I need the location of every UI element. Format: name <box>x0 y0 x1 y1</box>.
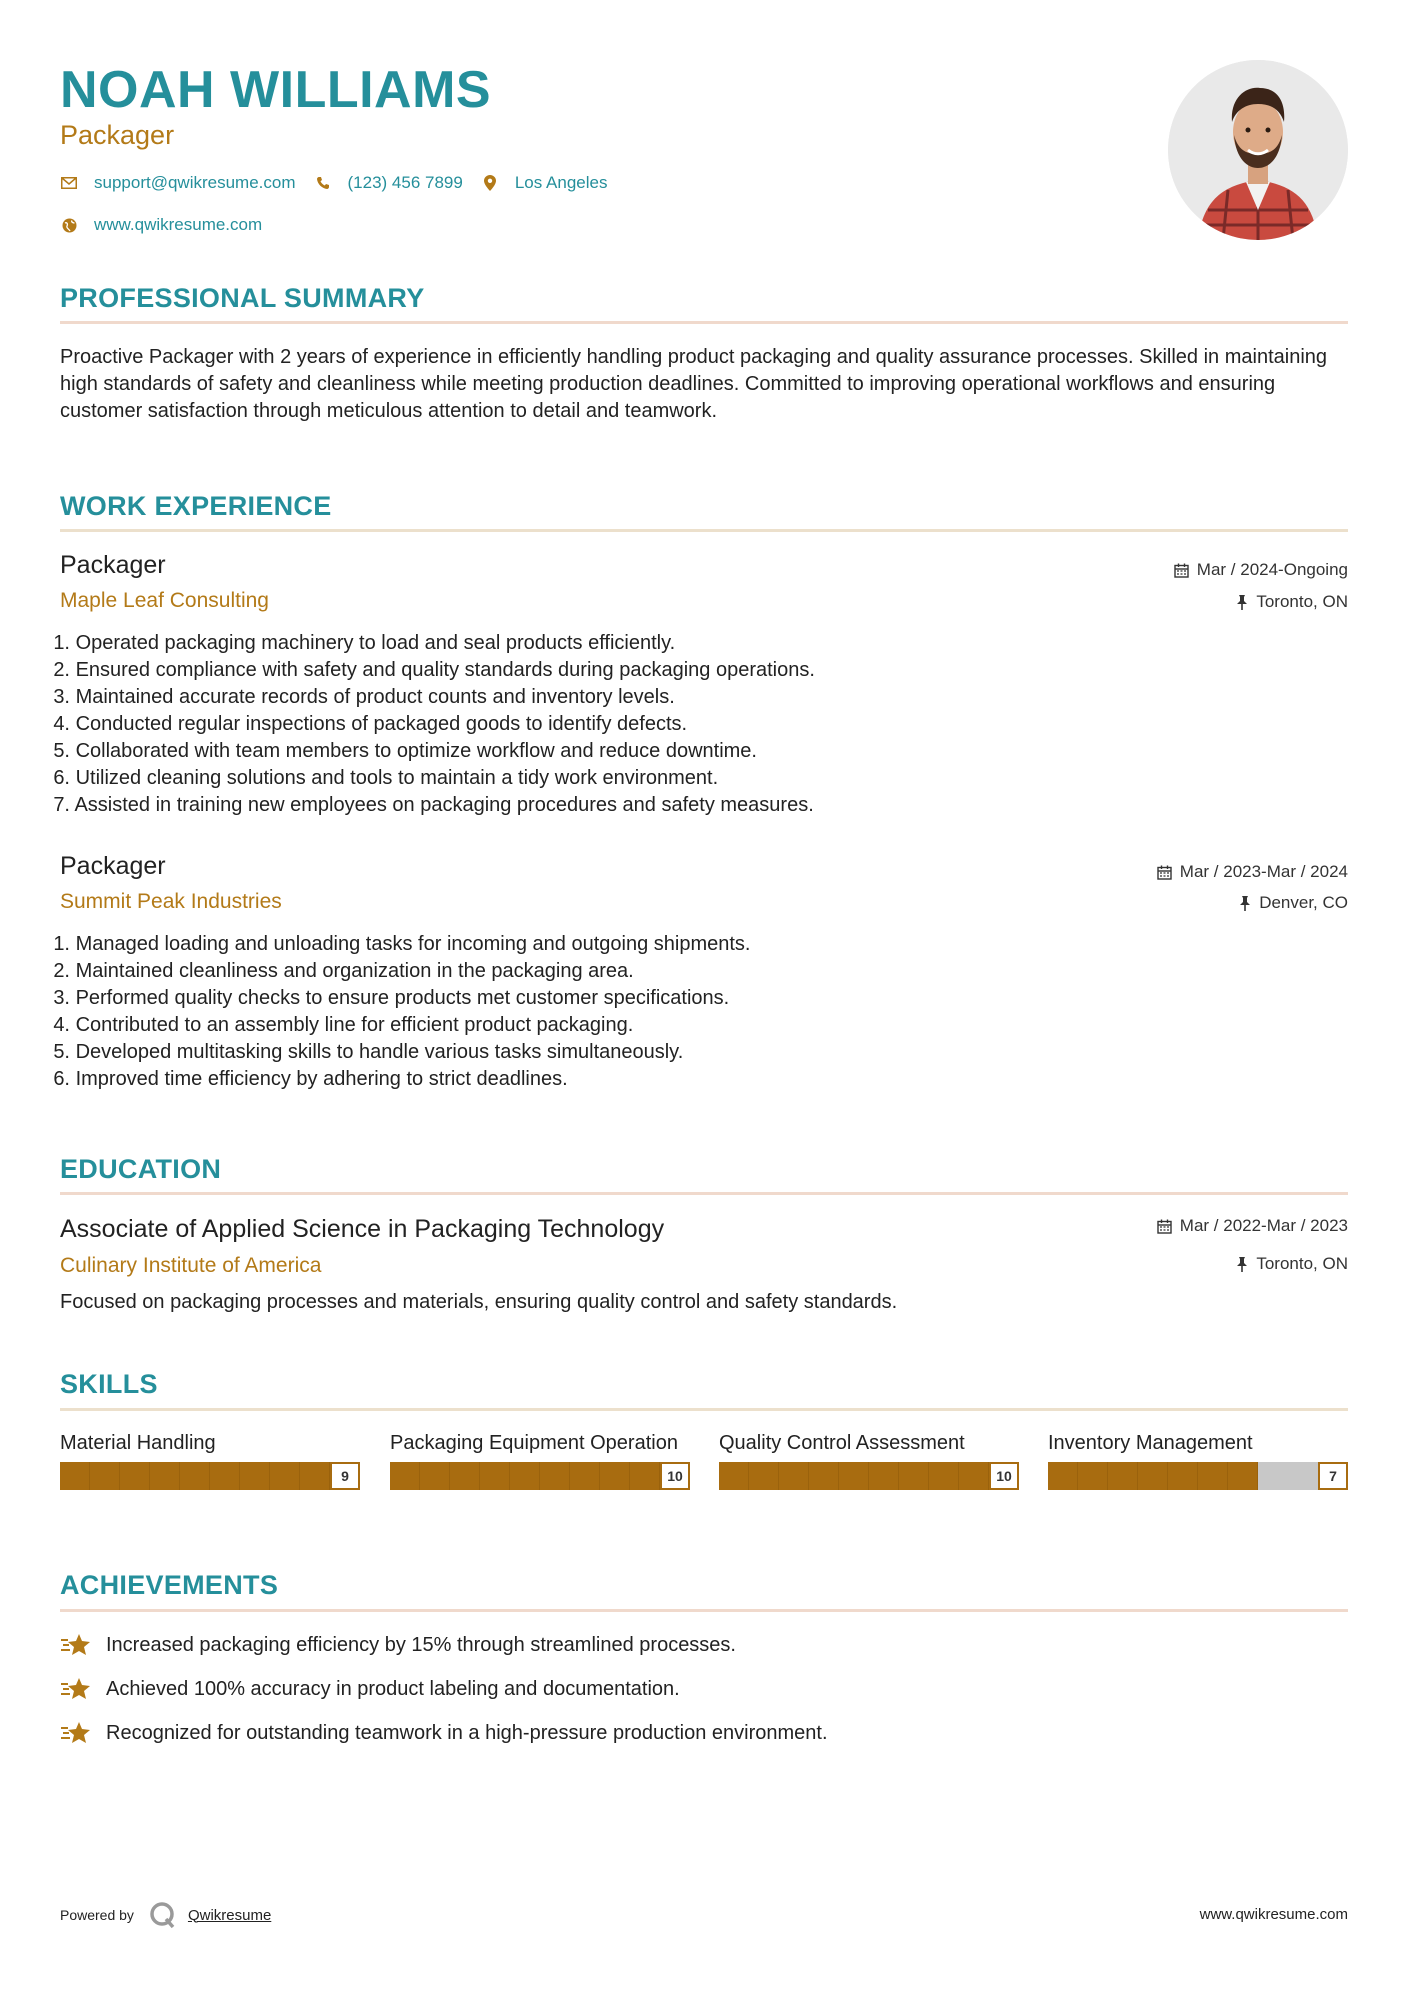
achievement-text: Achieved 100% accuracy in product labeling and documentation. <box>106 1677 680 1700</box>
skill-level-badge: 9 <box>330 1462 360 1490</box>
skill-bar-segment <box>480 1462 510 1490</box>
skill-level-badge: 10 <box>989 1462 1019 1490</box>
skill-bar-segment <box>869 1462 899 1490</box>
calendar-icon <box>1157 1219 1172 1234</box>
skill-bar-segment <box>180 1462 210 1490</box>
skill-level-badge: 10 <box>660 1462 690 1490</box>
job-duties-list <box>53 630 815 819</box>
skill-level-badge: 7 <box>1318 1462 1348 1490</box>
education-date <box>1157 1216 1348 1236</box>
summary-divider <box>60 321 1348 324</box>
job-company: Maple Leaf Consulting <box>60 589 269 612</box>
job-date <box>1157 862 1348 882</box>
job-location-text: Toronto, ON <box>1256 592 1348 611</box>
envelope-icon <box>60 174 78 192</box>
skill-bar-segment <box>570 1462 600 1490</box>
list-item: 4. Conducted regular inspections of packaged goods to identify defects. <box>53 713 688 735</box>
achievement-text: Recognized for outstanding teamwork in a high-pressure production environment. <box>106 1721 828 1744</box>
achievement-text: Increased packaging efficiency by 15% through streamlined processes. <box>106 1633 736 1656</box>
footer-website[interactable]: www.qwikresume.com <box>1199 1906 1348 1923</box>
skill-bar-segment <box>899 1462 929 1490</box>
experience-heading: WORK EXPERIENCE <box>60 491 332 521</box>
list-item: 2. Maintained cleanliness and organization in the packaging area. <box>53 960 634 982</box>
summary-text: Proactive Packager with 2 years of experience in efficiently handling product packaging and quality assurance processes. Skilled in maintaining high standards of safety and cleanliness while meeting production deadlines. Committed to improving operational workflows and ensuring customer satisfaction through meticulous attention to detail and teamwork. <box>60 346 1328 422</box>
skill-bar <box>719 1462 1019 1490</box>
skill-bar-segment <box>719 1462 749 1490</box>
skill-quality-control <box>719 1430 1019 1490</box>
shooting-star-icon <box>60 1632 92 1658</box>
location-text: Los Angeles <box>514 173 608 192</box>
skill-bar-segment <box>240 1462 270 1490</box>
skill-bar-segment <box>749 1462 779 1490</box>
list-item: 6. Improved time efficiency by adhering to strict deadlines. <box>53 1068 568 1090</box>
email-link[interactable]: support@qwikresume.com <box>94 173 296 192</box>
education-divider <box>60 1192 1348 1195</box>
achievement-item <box>60 1632 736 1658</box>
phone-number[interactable]: (123) 456 7899 <box>347 173 463 192</box>
pushpin-icon <box>1236 1257 1248 1272</box>
skills-heading: SKILLS <box>60 1369 158 1399</box>
phone-icon <box>314 174 332 192</box>
skill-bar-segment <box>600 1462 630 1490</box>
calendar-icon <box>1157 865 1172 880</box>
shooting-star-icon <box>60 1676 92 1702</box>
list-item: 5. Developed multitasking skills to handle various tasks simultaneously. <box>53 1041 684 1063</box>
skill-bar-segment <box>1198 1462 1228 1490</box>
skill-bar-segment <box>120 1462 150 1490</box>
achievement-item <box>60 1676 680 1702</box>
map-pin-icon <box>481 174 499 192</box>
skill-inventory-management <box>1048 1430 1348 1490</box>
skill-bar-segment <box>60 1462 90 1490</box>
skill-label: Inventory Management <box>1048 1432 1253 1454</box>
job-location-text: Denver, CO <box>1259 893 1348 912</box>
skill-bar-segment <box>1078 1462 1108 1490</box>
skill-bar-segment <box>959 1462 989 1490</box>
skill-bar-segment <box>1138 1462 1168 1490</box>
education-location-text: Toronto, ON <box>1256 1254 1348 1273</box>
job-location <box>1236 592 1348 612</box>
skill-bar-segment <box>1228 1462 1258 1490</box>
school-name: Culinary Institute of America <box>60 1254 322 1277</box>
list-item: 2. Ensured compliance with safety and quality standards during packaging operations. <box>53 659 815 681</box>
skill-bar-segment <box>90 1462 120 1490</box>
pushpin-icon <box>1239 896 1251 911</box>
job-location <box>1239 893 1348 913</box>
education-heading: EDUCATION <box>60 1154 222 1184</box>
list-item: 1. Managed loading and unloading tasks for incoming and outgoing shipments. <box>53 933 751 955</box>
footer-powered-by <box>60 1900 271 1930</box>
skill-bar-segment <box>779 1462 809 1490</box>
skill-bar <box>60 1462 360 1490</box>
job-title: Packager <box>60 852 166 880</box>
shooting-star-icon <box>60 1720 92 1746</box>
job-duties-list <box>53 931 751 1093</box>
skill-bar-segment <box>420 1462 450 1490</box>
job-title: Packager <box>60 551 166 579</box>
pushpin-icon <box>1236 595 1248 610</box>
achievements-divider <box>60 1609 1348 1612</box>
education-date-text: Mar / 2022-Mar / 2023 <box>1179 1216 1348 1235</box>
skill-bar-segment <box>210 1462 240 1490</box>
degree-title: Associate of Applied Science in Packaging Technology <box>60 1215 665 1243</box>
skill-bar-segment <box>540 1462 570 1490</box>
qwikresume-logo-icon <box>148 1900 178 1930</box>
list-item: 4. Contributed to an assembly line for efficient product packaging. <box>53 1014 634 1036</box>
profile-photo <box>1168 60 1348 240</box>
skill-bar <box>390 1462 690 1490</box>
job-company: Summit Peak Industries <box>60 890 282 913</box>
contact-row <box>60 173 625 193</box>
skill-bar-segment <box>630 1462 660 1490</box>
skill-bar-segment <box>450 1462 480 1490</box>
skill-bar-segment <box>1258 1462 1288 1490</box>
job-date <box>1174 560 1348 580</box>
skill-bar-segment <box>1168 1462 1198 1490</box>
calendar-icon <box>1174 563 1189 578</box>
skill-label: Packaging Equipment Operation <box>390 1432 678 1454</box>
skill-bar-segment <box>510 1462 540 1490</box>
job-date-text: Mar / 2024-Ongoing <box>1196 560 1348 579</box>
skill-bar-segment <box>300 1462 330 1490</box>
skill-bar-segment <box>270 1462 300 1490</box>
skill-bar-segment <box>1048 1462 1078 1490</box>
education-description: Focused on packaging processes and materials, ensuring quality control and safety standards. <box>60 1291 898 1313</box>
list-item: 7. Assisted in training new employees on packaging procedures and safety measures. <box>53 794 814 816</box>
skill-bar-segment <box>1288 1462 1318 1490</box>
skill-bar-segment <box>809 1462 839 1490</box>
powered-by-label: Powered by <box>60 1907 134 1923</box>
skill-bar <box>1048 1462 1348 1490</box>
experience-divider <box>60 529 1348 532</box>
achievements-heading: ACHIEVEMENTS <box>60 1570 279 1600</box>
summary-heading: PROFESSIONAL SUMMARY <box>60 283 425 313</box>
qwikresume-link[interactable]: Qwikresume <box>187 1906 272 1924</box>
list-item: 3. Maintained accurate records of product counts and inventory levels. <box>53 686 675 708</box>
job-date-text: Mar / 2023-Mar / 2024 <box>1179 862 1348 881</box>
website-row <box>60 215 280 235</box>
skill-bar-segment <box>929 1462 959 1490</box>
skill-material-handling <box>60 1430 360 1490</box>
list-item: 1. Operated packaging machinery to load and seal products efficiently. <box>53 632 676 654</box>
skills-divider <box>60 1408 1348 1411</box>
list-item: 6. Utilized cleaning solutions and tools to maintain a tidy work environment. <box>53 767 719 789</box>
list-item: 3. Performed quality checks to ensure products met customer specifications. <box>53 987 730 1009</box>
education-location <box>1236 1254 1348 1274</box>
globe-icon <box>60 216 78 234</box>
candidate-title: Packager <box>60 120 175 150</box>
skill-label: Quality Control Assessment <box>719 1432 965 1454</box>
website-link[interactable]: www.qwikresume.com <box>94 215 263 234</box>
skill-bar-segment <box>150 1462 180 1490</box>
skill-bar-segment <box>839 1462 869 1490</box>
skill-label: Material Handling <box>60 1432 216 1454</box>
skill-bar-segment <box>390 1462 420 1490</box>
skill-bar-segment <box>1108 1462 1138 1490</box>
skill-packaging-equipment <box>390 1430 690 1490</box>
resume-page <box>53 0 1348 1990</box>
list-item: 5. Collaborated with team members to optimize workflow and reduce downtime. <box>53 740 757 762</box>
achievement-item <box>60 1720 828 1746</box>
candidate-name: NOAH WILLIAMS <box>60 61 492 119</box>
